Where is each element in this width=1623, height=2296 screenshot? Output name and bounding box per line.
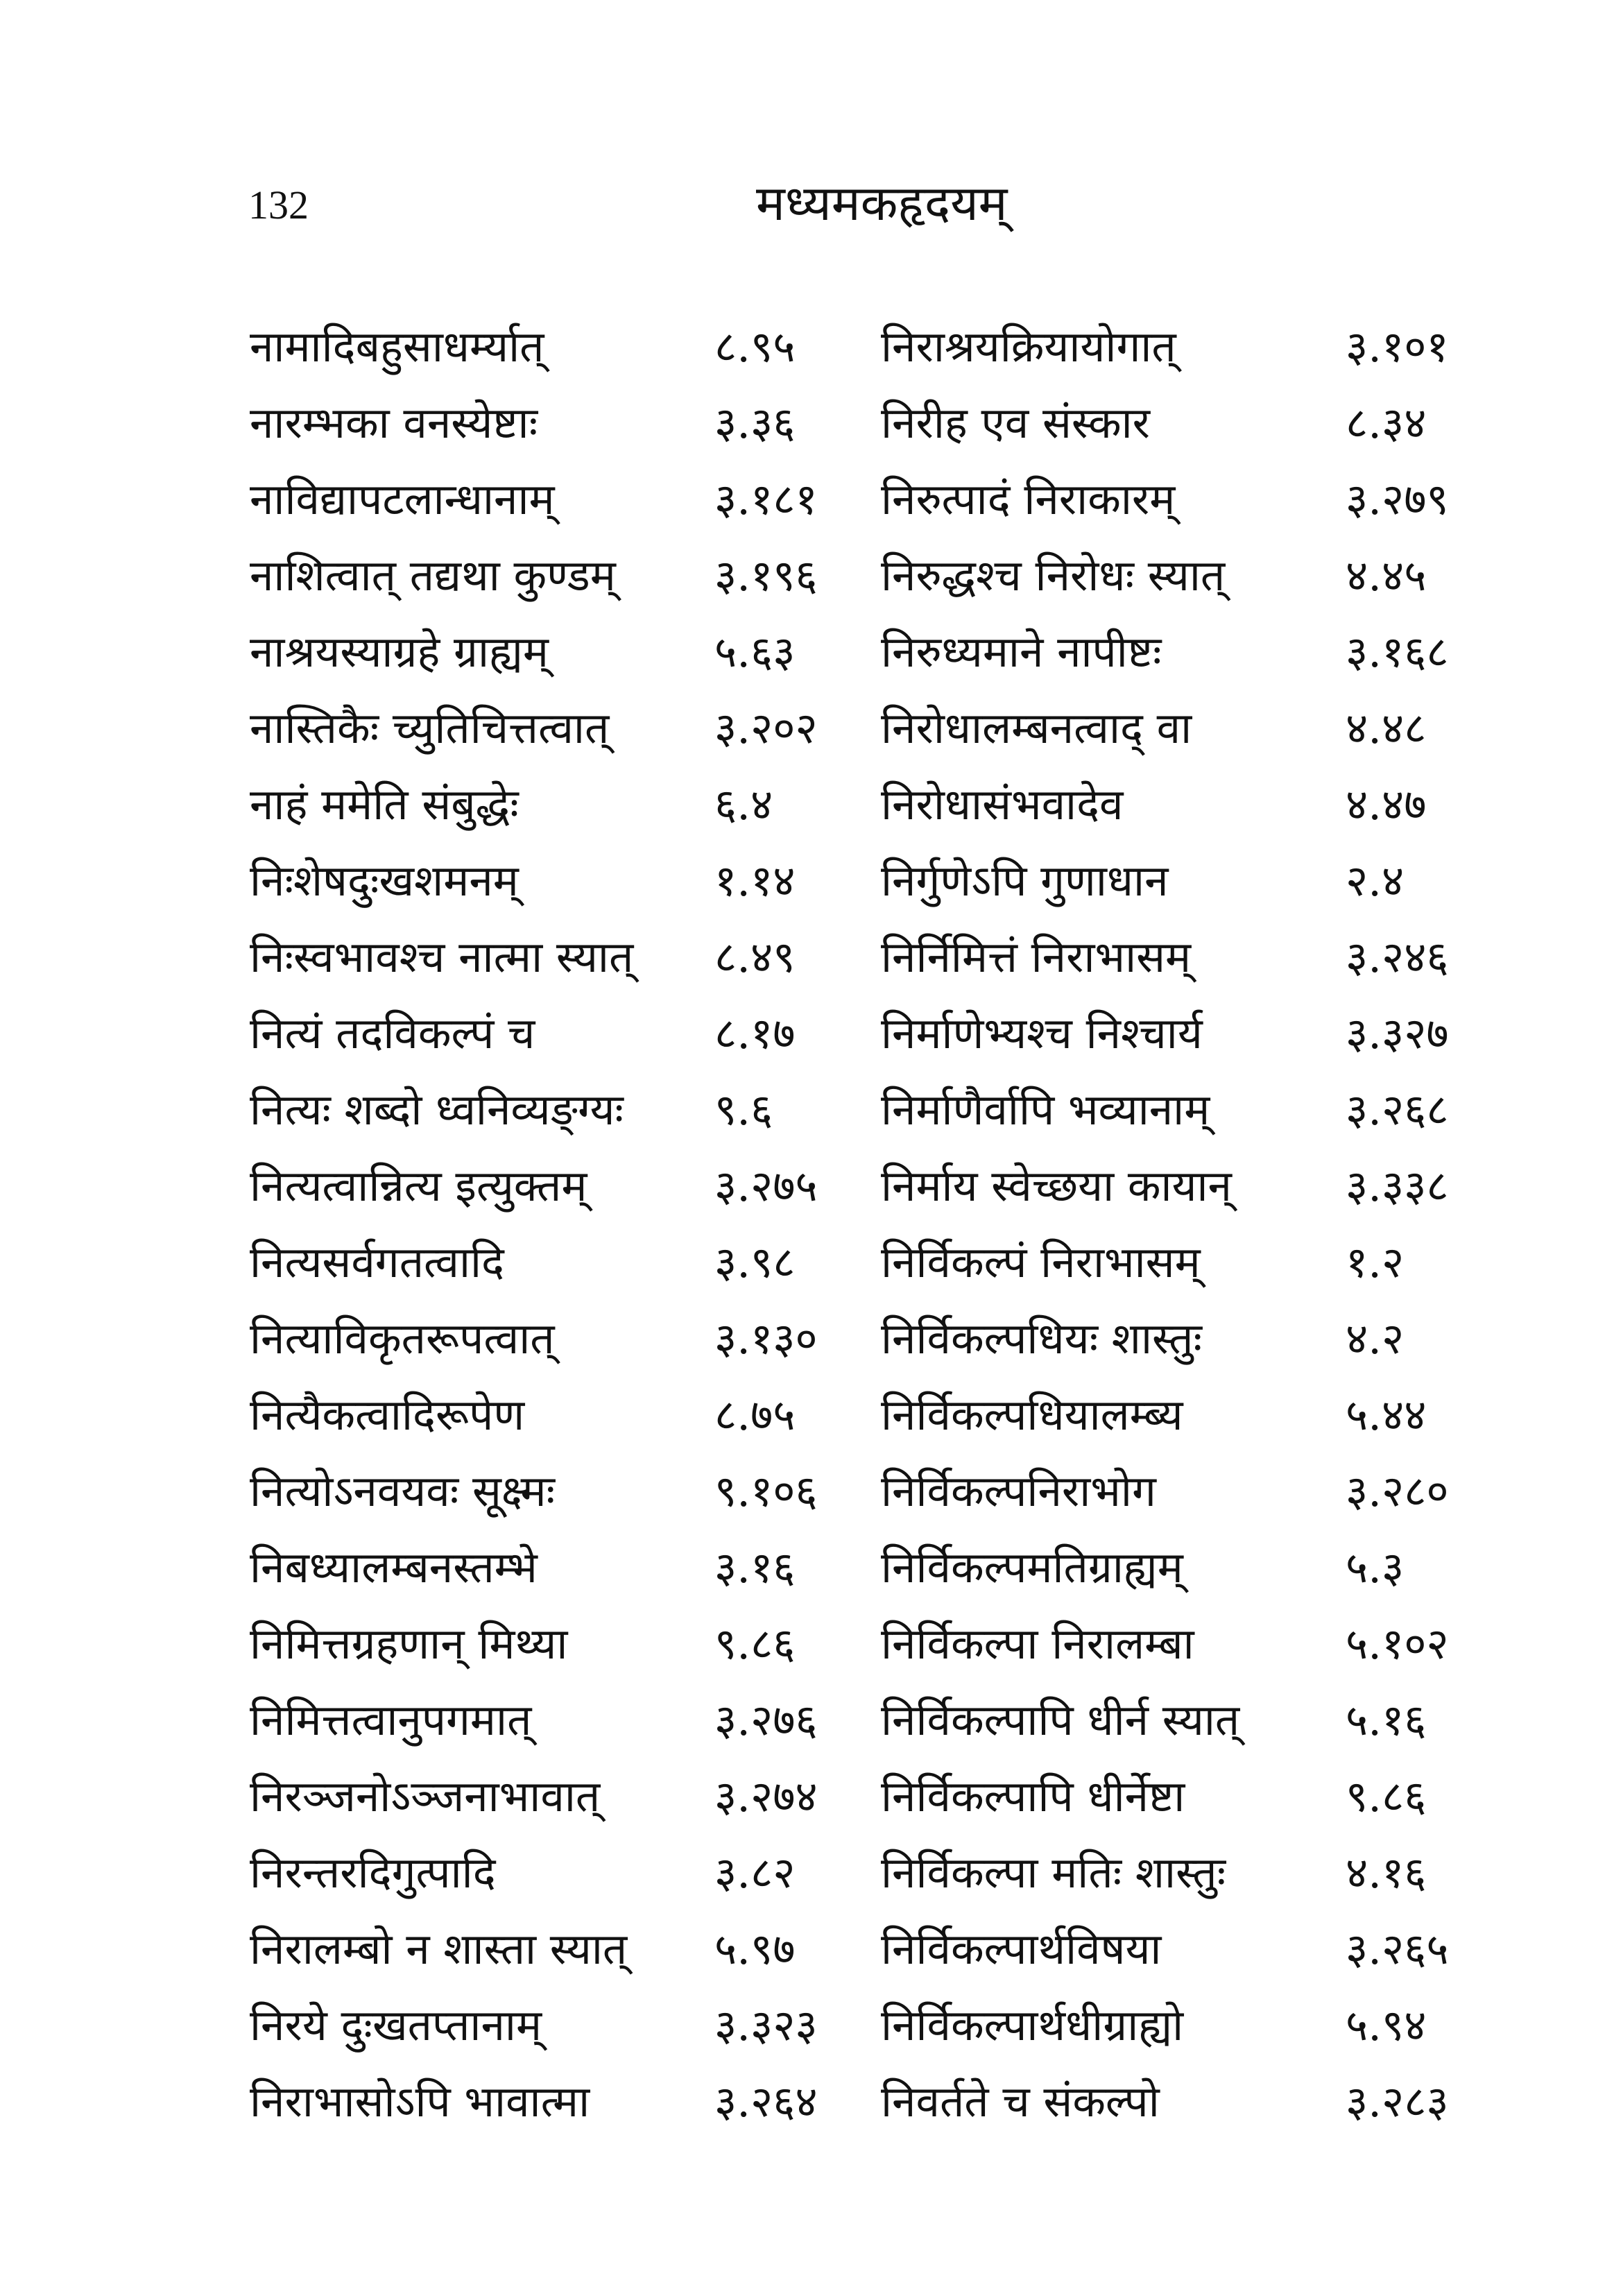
- right-verse-reference: ३.१६८: [1346, 626, 1449, 677]
- right-verse: निर्विकल्पं निराभासम्: [881, 1237, 1201, 1287]
- right-verse-reference: ५.९४: [1346, 2000, 1427, 2050]
- left-verse: नित्यं तदविकल्पं च: [250, 1008, 535, 1059]
- left-verse-reference: ३.३२३: [714, 2000, 818, 2050]
- right-verse-reference: २.४: [1346, 855, 1405, 906]
- right-verse: निवर्तते च संकल्पो: [881, 2076, 1160, 2127]
- right-verse: निर्माणेभ्यश्च निश्चार्य: [881, 1008, 1203, 1059]
- left-verse: नित्यैकत्वादिरूपेण: [250, 1389, 525, 1440]
- left-verse-reference: ९.१०६: [714, 1466, 818, 1516]
- left-verse-reference: ३.२७६: [714, 1695, 818, 1745]
- left-verse: निःशेषदुःखशमनम्: [250, 855, 519, 906]
- index-row: [0, 1453, 1623, 1530]
- left-verse: निरञ्जनोऽञ्जनाभावात्: [250, 1771, 601, 1822]
- left-verse-reference: १.१४: [714, 855, 796, 906]
- right-verse-reference: ३.२४६: [1346, 932, 1449, 982]
- index-row: [0, 919, 1623, 995]
- left-verse: नित्यसर्वगतत्वादि: [250, 1237, 504, 1287]
- right-verse: निर्माणैर्वापि भव्यानाम्: [881, 1084, 1210, 1135]
- right-verse: निर्विकल्पा निरालम्बा: [881, 1618, 1194, 1669]
- left-verse: निराभासोऽपि भावात्मा: [250, 2076, 590, 2127]
- right-verse: निर्विकल्पधियः शास्तुः: [881, 1313, 1203, 1364]
- right-verse-reference: ३.२७९: [1346, 474, 1449, 524]
- right-verse-reference: ३.२६८: [1346, 1084, 1449, 1135]
- right-verse-reference: ५.१०२: [1346, 1618, 1449, 1669]
- left-verse-reference: ६.४: [714, 779, 773, 830]
- index-row: [0, 1682, 1623, 1758]
- left-verse: निमित्तग्रहणान् मिथ्या: [250, 1618, 568, 1669]
- index-row: [0, 1835, 1623, 1911]
- index-row: [0, 1301, 1623, 1377]
- left-verse-reference: ३.१३०: [714, 1313, 818, 1364]
- left-verse-reference: ३.२०२: [714, 703, 818, 753]
- left-verse-reference: ५.६३: [714, 626, 796, 677]
- left-verse: नित्यः शब्दो ध्वनिव्यङ्ग्यः: [250, 1084, 624, 1135]
- right-verse: निर्विकल्पधियालम्ब्य: [881, 1389, 1183, 1440]
- left-verse-reference: ३.३६: [714, 397, 796, 448]
- left-verse-reference: ३.१९६: [714, 550, 818, 601]
- index-row: [0, 843, 1623, 919]
- left-verse-reference: ३.१६: [714, 1542, 796, 1593]
- right-verse-reference: ५.१६: [1346, 1695, 1427, 1745]
- left-verse-reference: ३.१८१: [714, 474, 818, 524]
- left-verse: निःस्वभावश्च नात्मा स्यात्: [250, 932, 634, 982]
- right-verse-reference: ४.४७: [1346, 779, 1427, 830]
- right-verse: निर्विकल्पनिराभोग: [881, 1466, 1156, 1516]
- right-verse-reference: १.२: [1346, 1237, 1405, 1287]
- left-verse: निरन्तरदिगुत्पादि: [250, 1847, 496, 1898]
- left-verse-reference: ३.२७५: [714, 1160, 818, 1211]
- left-verse: नाविद्यापटलान्धानाम्: [250, 474, 555, 524]
- left-verse: नित्योऽनवयवः सूक्ष्मः: [250, 1466, 556, 1516]
- left-verse-reference: ८.९५: [714, 321, 796, 372]
- right-verse-reference: ३.३३८: [1346, 1160, 1449, 1211]
- index-row: [0, 1987, 1623, 2064]
- index-row: [0, 1224, 1623, 1301]
- left-verse: नाशित्वात् तद्यथा कुण्डम्: [250, 550, 616, 601]
- right-verse: निरीह एव संस्कार: [881, 397, 1151, 448]
- left-verse-reference: ३.९८: [714, 1237, 796, 1287]
- right-verse-reference: ३.२६५: [1346, 1924, 1449, 1974]
- right-verse: निरुद्धश्च निरोधः स्यात्: [881, 550, 1226, 601]
- left-verse: निमित्तत्वानुपगमात्: [250, 1695, 532, 1745]
- right-verse-reference: ५.३: [1346, 1542, 1405, 1593]
- index-row: [0, 1606, 1623, 1682]
- right-verse: निर्विकल्पार्थधीग्राह्यो: [881, 2000, 1184, 2050]
- left-verse-reference: ९.६: [714, 1084, 773, 1135]
- right-verse-reference: ४.४५: [1346, 550, 1427, 601]
- page-number: 132: [248, 182, 309, 228]
- right-verse-reference: ३.१०१: [1346, 321, 1449, 372]
- index-row: [0, 614, 1623, 690]
- left-verse: नारम्भका वनस्येष्टाः: [250, 397, 538, 448]
- right-verse-reference: ३.३२७: [1346, 1008, 1449, 1059]
- left-verse: नित्यत्वान्नित्य इत्युक्तम्: [250, 1160, 587, 1211]
- index-row: [0, 766, 1623, 843]
- left-verse: नास्तिकैः च्युतिचित्तत्वात्: [250, 703, 610, 753]
- right-verse: निर्निमित्तं निराभासम्: [881, 932, 1192, 982]
- index-row: [0, 2064, 1623, 2140]
- right-verse-reference: ९.८६: [1346, 1771, 1427, 1822]
- left-verse-reference: ८.७५: [714, 1389, 796, 1440]
- right-verse: निर्गुणेऽपि गुणाधान: [881, 855, 1169, 906]
- right-verse: निराश्रयक्रियायोगात्: [881, 321, 1176, 372]
- index-row: [0, 1072, 1623, 1148]
- index-row: [0, 995, 1623, 1072]
- left-verse-reference: ९.८६: [714, 1618, 796, 1669]
- index-row: [0, 461, 1623, 538]
- right-verse-reference: ४.४८: [1346, 703, 1427, 753]
- right-verse-reference: ३.२८०: [1346, 1466, 1449, 1516]
- index-row: [0, 385, 1623, 461]
- left-verse: नाहं ममेति संबुद्धेः: [250, 779, 519, 830]
- right-verse: निरुत्पादं निराकारम्: [881, 474, 1176, 524]
- right-verse-reference: ४.१६: [1346, 1847, 1427, 1898]
- right-verse: निर्विकल्पार्थविषया: [881, 1924, 1162, 1974]
- index-row: [0, 309, 1623, 385]
- left-verse-reference: ३.८२: [714, 1847, 796, 1898]
- right-verse-reference: ५.४४: [1346, 1389, 1427, 1440]
- right-verse: निर्विकल्पमतिग्राह्यम्: [881, 1542, 1183, 1593]
- page-title: मध्यमकहृदयम्: [756, 175, 1008, 232]
- right-verse: निर्विकल्पापि धीर्न स्यात्: [881, 1695, 1240, 1745]
- left-verse-reference: ३.२७४: [714, 1771, 818, 1822]
- index-row: [0, 538, 1623, 614]
- right-verse-reference: ८.३४: [1346, 397, 1427, 448]
- index-row: [0, 1911, 1623, 1987]
- left-verse: नित्याविकृतरूपत्वात्: [250, 1313, 555, 1364]
- index-row: [0, 1377, 1623, 1453]
- right-verse-reference: ३.२८३: [1346, 2076, 1449, 2127]
- left-verse: निबध्यालम्बनस्तम्भे: [250, 1542, 538, 1593]
- right-verse: निर्विकल्पा मतिः शास्तुः: [881, 1847, 1226, 1898]
- right-verse: निर्विकल्पापि धीर्नेष्टा: [881, 1771, 1185, 1822]
- right-verse-reference: ४.२: [1346, 1313, 1405, 1364]
- left-verse-reference: ८.१७: [714, 1008, 796, 1059]
- left-verse-reference: ५.९७: [714, 1924, 796, 1974]
- left-verse: नाश्रयस्याग्रहे ग्राह्यम्: [250, 626, 549, 677]
- right-verse: निरुध्यमाने नापीष्टः: [881, 626, 1162, 677]
- right-verse: निर्माय स्वेच्छया कायान्: [881, 1160, 1232, 1211]
- left-verse: नामादिबहुसाधर्म्यात्: [250, 321, 544, 372]
- left-verse-reference: ३.२६४: [714, 2076, 818, 2127]
- left-verse: निरये दुःखतप्तानाम्: [250, 2000, 542, 2050]
- right-verse: निरोधालम्बनत्वाद् वा: [881, 703, 1192, 753]
- index-row: [0, 690, 1623, 766]
- left-verse: निरालम्बो न शास्ता स्यात्: [250, 1924, 628, 1974]
- index-row: [0, 1148, 1623, 1224]
- right-verse: निरोधासंभवादेव: [881, 779, 1124, 830]
- index-row: [0, 1758, 1623, 1835]
- index-row: [0, 1530, 1623, 1606]
- left-verse-reference: ८.४९: [714, 932, 796, 982]
